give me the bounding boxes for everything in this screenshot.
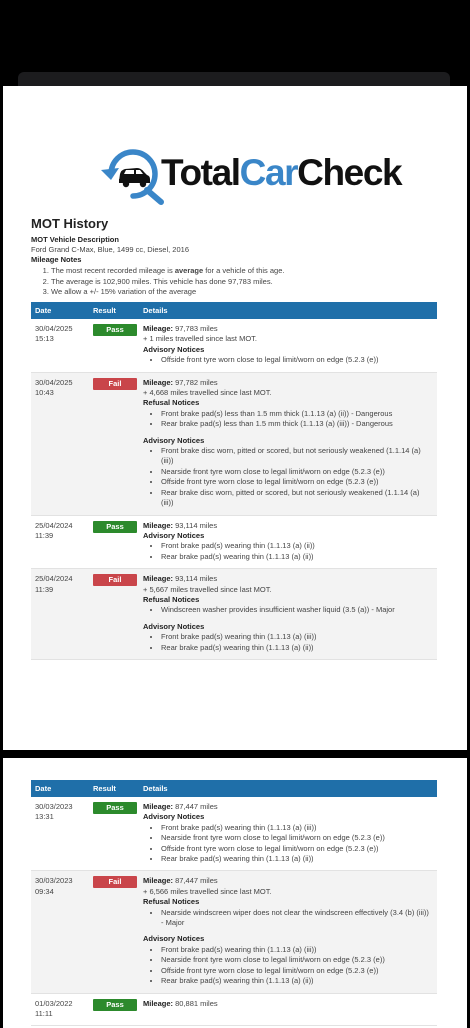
date-cell xyxy=(31,993,89,1026)
result-cell xyxy=(89,569,139,660)
test-time: 09:34 xyxy=(35,886,54,896)
mileage-label: Mileage: xyxy=(143,998,174,1008)
refusal-notices-list xyxy=(143,409,433,430)
table-header-row xyxy=(31,780,437,797)
table-row xyxy=(31,871,437,993)
details-cell xyxy=(139,515,437,569)
date-cell xyxy=(31,871,89,993)
result-cell xyxy=(89,993,139,1026)
result-badge: Fail xyxy=(93,574,137,586)
details-cell xyxy=(139,797,437,871)
result-column-header: Result xyxy=(89,302,139,319)
report-page-1 xyxy=(3,86,467,750)
details-column-header: Details xyxy=(139,780,437,797)
advisory-notices-label: Advisory Notices xyxy=(143,812,205,822)
date-column-header: Date xyxy=(31,302,89,319)
advisory-notice: • Nearside front tyre worn close to legal limit/worn on edge (5.2.3 (e)) xyxy=(161,467,433,477)
result-cell xyxy=(89,319,139,372)
test-date: 25/04/2024 xyxy=(35,574,73,584)
date-cell xyxy=(31,569,89,660)
advisory-notice: • Offside front tyre worn close to legal limit/worn on edge (5.2.3 (e)) xyxy=(161,355,433,365)
refusal-notice: • Nearside windscreen wiper does not clear the windscreen effectively (3.4 (b) (iii)) - Major xyxy=(161,908,433,929)
details-cell xyxy=(139,372,437,515)
mileage-note: 1. The most recent recorded mileage is average for a vehicle of this age. xyxy=(51,266,437,277)
mileage-line xyxy=(143,324,433,334)
advisory-notices-list xyxy=(143,446,433,508)
mileage-label: Mileage: xyxy=(143,574,174,584)
table-row xyxy=(31,797,437,871)
result-badge: Pass xyxy=(93,999,137,1011)
advisory-notice: • Offside front tyre worn close to legal limit/worn on edge (5.2.3 (e)) xyxy=(161,477,433,487)
mileage-delta: + 5,667 miles travelled since last MOT. xyxy=(143,584,272,594)
mileage-delta: + 4,668 miles travelled since last MOT. xyxy=(143,388,272,398)
advisory-notice: • Rear brake pad(s) wearing thin (1.1.13 (a) (ii)) xyxy=(161,854,433,864)
mileage-value: 87,447 miles xyxy=(175,802,218,811)
mileage-line xyxy=(143,876,433,886)
details-cell xyxy=(139,569,437,660)
advisory-notice: • Rear brake pad(s) wearing thin (1.1.13 (a) (ii)) xyxy=(161,552,433,562)
advisory-notices-label: Advisory Notices xyxy=(143,621,205,631)
result-cell xyxy=(89,797,139,871)
result-badge: Pass xyxy=(93,324,137,336)
mileage-value: 97,783 miles xyxy=(175,324,218,333)
advisory-notices-label: Advisory Notices xyxy=(143,530,205,540)
mileage-label: Mileage: xyxy=(143,377,174,387)
mileage-value: 97,782 miles xyxy=(175,377,218,387)
refusal-notices-list xyxy=(143,908,433,929)
mileage-label: Mileage: xyxy=(143,876,174,886)
mileage-value: 93,114 miles xyxy=(175,520,218,530)
test-time: 15:13 xyxy=(35,334,54,344)
mileage-label: Mileage: xyxy=(143,520,174,530)
mileage-line xyxy=(143,999,433,1009)
window-top-bar xyxy=(18,72,450,86)
test-date: 25/04/2024 xyxy=(35,520,73,530)
date-column-header: Date xyxy=(31,780,89,797)
mot-summary xyxy=(31,216,437,298)
advisory-notice: • Front brake pad(s) wearing thin (1.1.13 (a) (iii)) xyxy=(161,823,433,833)
mileage-line xyxy=(143,521,433,531)
mileage-notes-list xyxy=(31,266,437,298)
vehicle-description: Ford Grand C-Max, Blue, 1499 cc, Diesel, 2016 xyxy=(31,245,189,254)
mileage-note: 3. We allow a +/- 15% variation of the average xyxy=(51,287,437,298)
date-cell xyxy=(31,797,89,871)
mileage-note: 2. The average is 102,900 miles. This vehicle has done 97,783 miles. xyxy=(51,277,437,288)
table-header-row xyxy=(31,302,437,319)
mot-history-title: MOT History xyxy=(31,216,109,231)
advisory-notice: • Rear brake pad(s) wearing thin (1.1.13 (a) (ii)) xyxy=(161,643,433,653)
brand-logo-text: TotalCarCheck xyxy=(161,152,402,193)
result-column-header: Result xyxy=(89,780,139,797)
table-row xyxy=(31,319,437,372)
result-cell xyxy=(89,871,139,993)
refusal-notices-label: Refusal Notices xyxy=(143,897,200,907)
advisory-notices-list xyxy=(143,945,433,987)
advisory-notices-list xyxy=(143,541,433,562)
mileage-line xyxy=(143,378,433,388)
advisory-notice: • Nearside front tyre worn close to legal limit/worn on edge (5.2.3 (e)) xyxy=(161,833,433,843)
advisory-notice: • Front brake pad(s) wearing thin (1.1.13 (a) (iii)) xyxy=(161,632,433,642)
details-cell xyxy=(139,993,437,1026)
advisory-notices-list xyxy=(143,355,433,365)
mot-history-table xyxy=(31,302,437,660)
mileage-delta: + 1 miles travelled since last MOT. xyxy=(143,334,257,344)
advisory-notices-list xyxy=(143,632,433,653)
date-cell xyxy=(31,319,89,372)
mileage-label: Mileage: xyxy=(143,802,174,811)
test-time: 11:39 xyxy=(35,530,54,540)
mot-history-table xyxy=(31,780,437,1026)
test-time: 11:39 xyxy=(35,584,54,594)
advisory-notices-label: Advisory Notices xyxy=(143,934,205,944)
advisory-notice: • Front brake disc worn, pitted or scored, but not seriously weakened (1.1.14 (a) (iii)) xyxy=(161,446,433,467)
refusal-notice: • Windscreen washer provides insufficient washer liquid (3.5 (a)) - Major xyxy=(161,605,433,615)
vehicle-description-label: MOT Vehicle Description xyxy=(31,235,119,244)
test-date: 30/03/2023 xyxy=(35,802,73,811)
mileage-label: Mileage: xyxy=(143,324,174,333)
result-badge: Fail xyxy=(93,876,137,888)
report-page-2 xyxy=(3,758,467,1028)
refusal-notices-list xyxy=(143,605,433,615)
advisory-notice: • Offside front tyre worn close to legal limit/worn on edge (5.2.3 (e)) xyxy=(161,966,433,976)
details-cell xyxy=(139,871,437,993)
date-cell xyxy=(31,372,89,515)
result-cell xyxy=(89,372,139,515)
test-time: 13:31 xyxy=(35,812,54,822)
mileage-value: 87,447 miles xyxy=(175,876,218,886)
advisory-notice: • Front brake pad(s) wearing thin (1.1.13 (a) (ii)) xyxy=(161,541,433,551)
refusal-notices-label: Refusal Notices xyxy=(143,398,200,408)
car-magnifier-icon xyxy=(97,142,169,206)
table-row xyxy=(31,993,437,1026)
advisory-notice: • Rear brake pad(s) wearing thin (1.1.13 (a) (ii)) xyxy=(161,976,433,986)
test-date: 30/04/2025 xyxy=(35,324,73,333)
result-badge: Fail xyxy=(93,378,137,390)
table-row xyxy=(31,372,437,515)
mileage-value: 93,114 miles xyxy=(175,574,218,584)
advisory-notice: • Rear brake disc worn, pitted or scored, but not seriously weakened (1.1.14 (a) (iii)) xyxy=(161,488,433,509)
mileage-line xyxy=(143,574,433,584)
advisory-notices-list xyxy=(143,823,433,865)
date-cell xyxy=(31,515,89,569)
result-badge: Pass xyxy=(93,802,137,814)
details-column-header: Details xyxy=(139,302,437,319)
refusal-notices-label: Refusal Notices xyxy=(143,594,200,604)
table-row xyxy=(31,569,437,660)
advisory-notices-label: Advisory Notices xyxy=(143,435,205,445)
table-row xyxy=(31,515,437,569)
refusal-notice: • Rear brake pad(s) less than 1.5 mm thick (1.1.13 (a) (iii)) - Dangerous xyxy=(161,419,433,429)
test-date: 01/03/2022 11:11 xyxy=(35,998,73,1018)
test-time: 10:43 xyxy=(35,388,54,398)
result-badge: Pass xyxy=(93,521,137,533)
test-date: 30/03/2023 xyxy=(35,876,73,886)
result-cell xyxy=(89,515,139,569)
advisory-notice: • Offside front tyre worn close to legal limit/worn on edge (5.2.3 (e)) xyxy=(161,844,433,854)
refusal-notice: • Front brake pad(s) less than 1.5 mm thick (1.1.13 (a) (ii)) - Dangerous xyxy=(161,409,433,419)
test-date: 30/04/2025 xyxy=(35,377,73,387)
advisory-notice: • Front brake pad(s) wearing thin (1.1.13 (a) (iii)) xyxy=(161,945,433,955)
mileage-line xyxy=(143,802,433,812)
mileage-value: 80,881 miles xyxy=(175,998,218,1008)
mileage-notes-label: Mileage Notes xyxy=(31,255,82,264)
advisory-notice: • Nearside front tyre worn close to legal limit/worn on edge (5.2.3 (e)) xyxy=(161,955,433,965)
details-cell xyxy=(139,319,437,372)
advisory-notices-label: Advisory Notices xyxy=(143,344,205,354)
brand-logo xyxy=(97,142,402,206)
mileage-delta: + 6,566 miles travelled since last MOT. xyxy=(143,886,272,896)
